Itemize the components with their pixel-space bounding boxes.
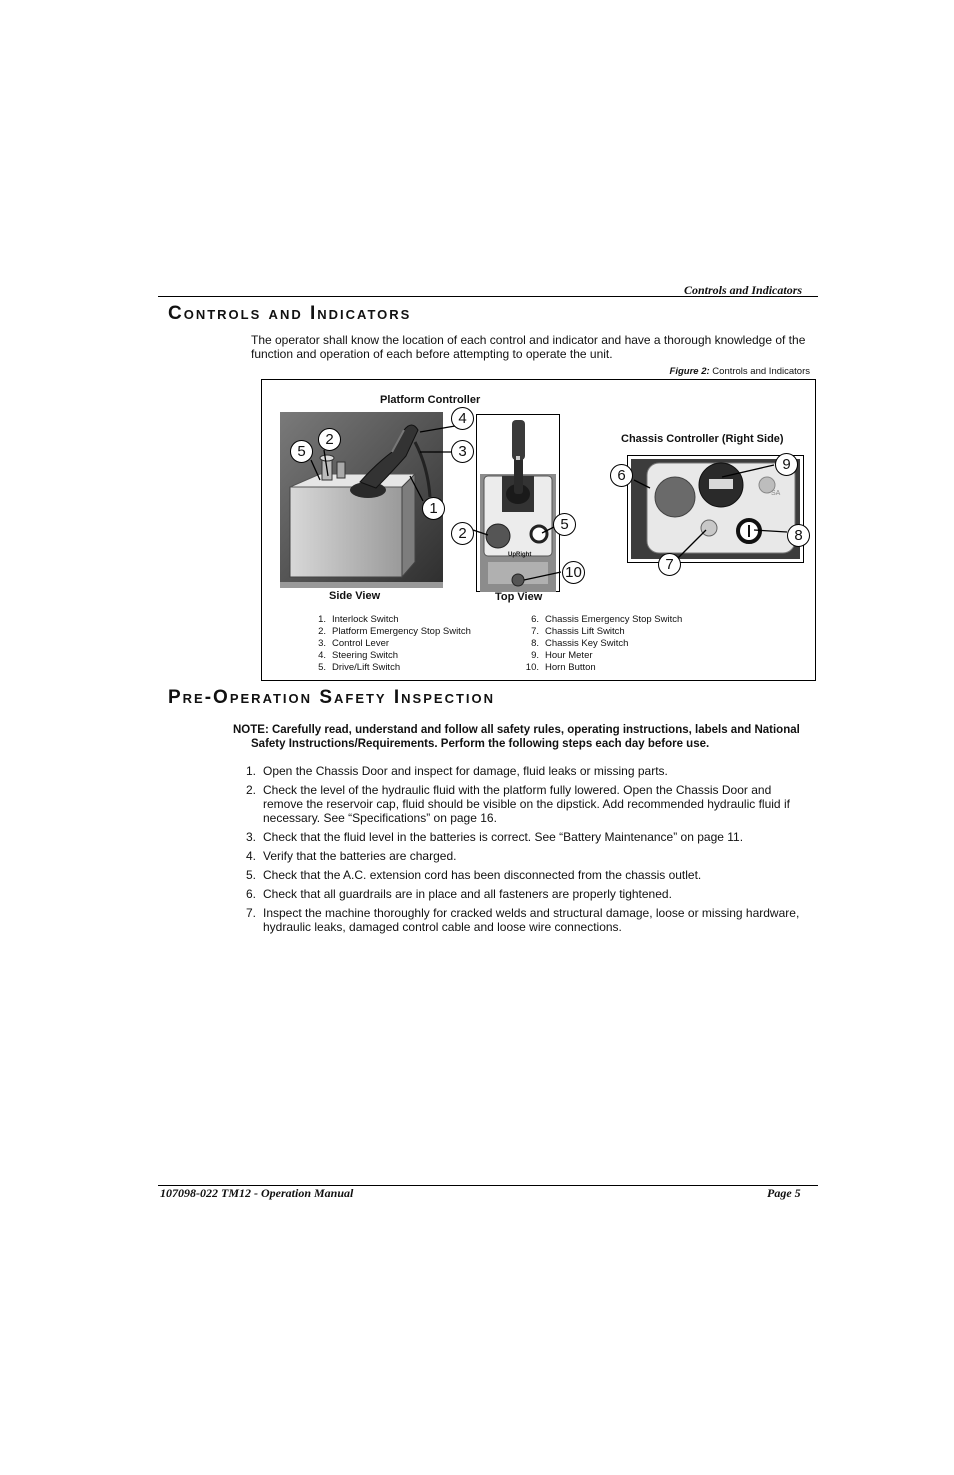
- figure-caption-text: Controls and Indicators: [712, 366, 810, 377]
- running-header: Controls and Indicators: [684, 283, 803, 297]
- list-item: 3. Check that the fluid level in the batteries is correct. See “Battery Maintenance” on page 11.: [246, 830, 744, 844]
- legend-item: 1. Interlock Switch: [318, 614, 399, 625]
- platform-controller-label: Platform Controller: [380, 394, 481, 406]
- list-item: 4. Verify that the batteries are charged.: [246, 849, 457, 863]
- footer-page-number: Page 5: [767, 1186, 801, 1200]
- list-item: 2. Check the level of the hydraulic fluid with the platform fully lowered. Open the Chassis Door and remove the reservoir cap, fluid should be visible on the dipstick. Add recommended hydraulic fluid if necessary. See “Specifications” on page 16.: [246, 783, 790, 825]
- footer-doc-title: 107098-022 TM12 - Operation Manual: [160, 1186, 354, 1200]
- legend-item: 10. Horn Button: [525, 662, 596, 673]
- header-rule: [158, 296, 818, 297]
- callout-chassis-7: 7: [658, 553, 681, 576]
- list-item: 5. Check that the A.C. extension cord has been disconnected from the chassis outlet.: [246, 868, 702, 882]
- intro-paragraph: The operator shall know the location of each control and indicator and have a thorough knowledge of the function and operation of each before attempting to operate the unit.: [251, 333, 806, 361]
- chassis-sa-label: SA: [771, 490, 781, 497]
- legend-item: 7. Chassis Lift Switch: [531, 626, 625, 637]
- legend-left: [310, 614, 471, 674]
- list-item: 1. Open the Chassis Door and inspect for damage, fluid leaks or missing parts.: [246, 764, 668, 778]
- legend-item: 2. Platform Emergency Stop Switch: [318, 626, 471, 637]
- list-item: 6. Check that all guardrails are in place and all fasteners are properly tightened.: [246, 887, 672, 901]
- callout-chassis-6: 6: [610, 464, 633, 487]
- callout-side-5: 5: [290, 440, 313, 463]
- figure-caption-label: Figure 2:: [669, 366, 710, 377]
- callout-top-10: 10: [562, 561, 585, 584]
- section-title-controls: Controls and Indicators: [168, 303, 412, 324]
- callout-top-5: 5: [553, 513, 576, 536]
- legend-item: 3. Control Lever: [318, 638, 390, 649]
- figure-caption: [670, 366, 810, 377]
- legend-item: 5. Drive/Lift Switch: [318, 662, 401, 673]
- panel-brand-label: UpRight: [508, 552, 532, 558]
- side-view-label: Side View: [329, 590, 381, 602]
- list-item: 7. Inspect the machine thoroughly for cracked welds and structural damage, loose or missing hardware, hydraulic leaks, damaged control cable and loose wire connections.: [246, 906, 800, 934]
- callout-side-4: 4: [451, 407, 474, 430]
- chassis-controller-label: Chassis Controller (Right Side): [621, 433, 784, 445]
- legend-item: 8. Chassis Key Switch: [531, 638, 629, 649]
- callout-side-2: 2: [318, 428, 341, 451]
- callout-side-3: 3: [451, 440, 474, 463]
- callout-top-2: 2: [451, 522, 474, 545]
- safety-note: [233, 723, 821, 751]
- top-view-label: Top View: [495, 591, 543, 603]
- legend-right: [523, 614, 682, 674]
- callout-side-1: 1: [422, 497, 445, 520]
- inspection-steps: [246, 764, 814, 939]
- legend-item: 6. Chassis Emergency Stop Switch: [531, 614, 683, 625]
- callout-chassis-8: 8: [787, 524, 810, 547]
- legend-item: 9. Hour Meter: [531, 650, 593, 661]
- note-label: NOTE:: [233, 724, 269, 736]
- controls-figure: [261, 379, 816, 681]
- callout-chassis-9: 9: [775, 453, 798, 476]
- section-title-preop: Pre-Operation Safety Inspection: [168, 687, 496, 708]
- legend-item: 4. Steering Switch: [318, 650, 399, 661]
- note-text: Carefully read, understand and follow all safety rules, operating instructions, labels and National Safety Instructions/Requirements. Perform the following steps each day before use.: [251, 724, 800, 750]
